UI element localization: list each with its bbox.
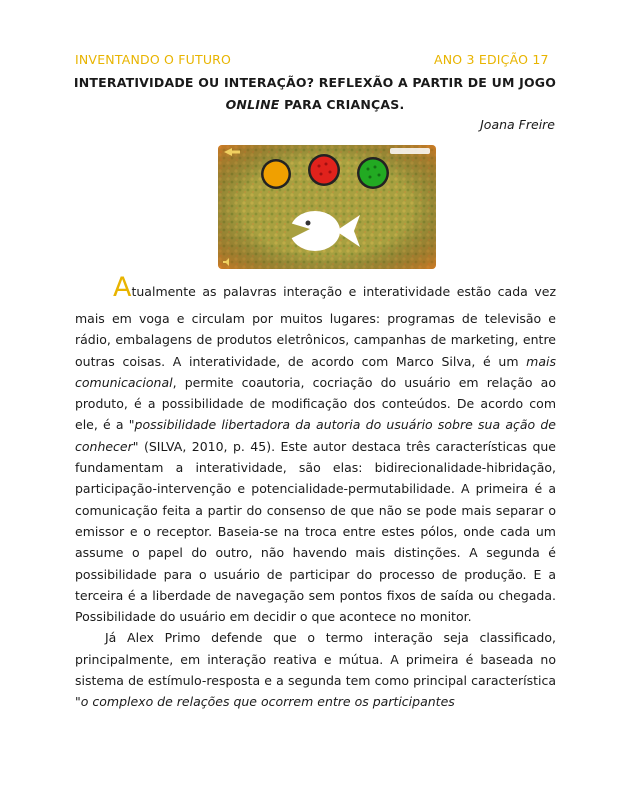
paragraph-2-text-1: Já Alex Primo defende que o termo interação seja classificado, principalmente, em interação reativa e mútua. A primeira é baseada no sistema de estímulo-resposta e a segunda tem como principal característica (75, 630, 556, 689)
red-circle (308, 154, 340, 186)
title-part-1: INTERATIVIDADE OU INTERAÇÃO? REFLEXÃO A PARTIR DE UM JOGO (73, 75, 557, 90)
article-body (75, 272, 556, 713)
orange-circle (261, 159, 291, 189)
article-title (70, 72, 560, 116)
paragraph-1-text-1: mais em voga e circulam por muitos lugares: programas de televisão e rádio, embalagens de produtos eletrônicos, campanhas de marketing, entre outras coisas. A interatividade, de acordo com Marco Silva, é um (75, 311, 556, 369)
paragraph-1-italic-1: mais comunicacional (75, 353, 556, 390)
game-screenshot-svg (218, 145, 436, 269)
paragraph-1 (75, 272, 556, 627)
drop-cap: A (113, 272, 132, 303)
paragraph-1-text-2: , permite coautoria, cocriação do usuário em relação ao produto, é a possibilidade de modificação dos conteúdos. De acordo com ele, é a (75, 374, 556, 433)
game-screenshot (218, 145, 436, 269)
paragraph-1-quote: "possibilidade libertadora da autoria do usuário sobre sua ação de conhecer" (75, 417, 556, 454)
green-circle (357, 157, 389, 189)
paragraph-2-quote: "o complexo de relações que ocorrem entre os participantes (75, 694, 455, 710)
title-part-2: PARA CRIANÇAS. (279, 97, 405, 112)
title-online: ONLINE (225, 97, 280, 112)
journal-name: INVENTANDO O FUTURO (75, 52, 232, 67)
paragraph-1-text-3: (SILVA, 2010, p. 45). Este autor destaca três características que fundamentam a interatividade, são elas: bidirecionalidade-hibridação, participação-intervenção e potencialidade-permutabilidade. A primeira é a comunicação feita a partir do consenso de que não se pode mais separar o emissor e o receptor. Baseia-se na troca entre estes pólos, onde cada um assume o papel do outro, não havendo mais distinções. A segunda é possibilidade para o usuário de participar do processo de produção. E a terceira é a liberdade de navegação sem pontos fixos de saída ou chegada. Possibilidade do usuário em decidir o que acontece no monitor. (75, 438, 556, 625)
url-bar (390, 148, 430, 154)
issue-label: ANO 3 EDIÇÃO 17 (434, 52, 549, 67)
paragraph-1-first-line (75, 272, 556, 308)
paragraph-1-line-1: tualmente as palavras interação e interatividade estão cada vez (131, 284, 556, 299)
paragraph-2 (75, 627, 556, 712)
author-name: Joana Freire (480, 117, 555, 132)
